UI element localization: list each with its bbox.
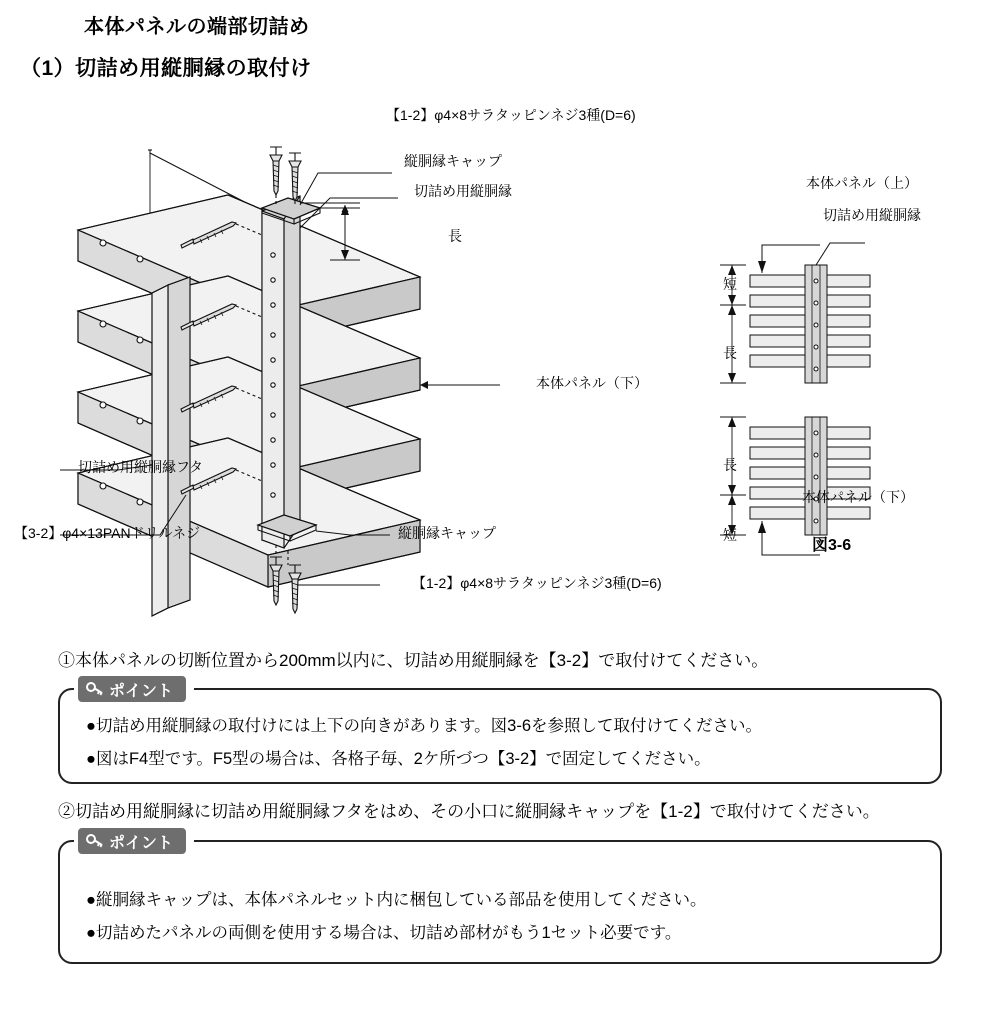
label-right-vertical-furring: 切詰め用縦胴縁 (823, 207, 921, 223)
point-box-2-bullet-1: ●縦胴縁キャップは、本体パネルセット内に梱包している部品を使用してください。 (86, 891, 707, 909)
label-screw-top: 【1-2】φ4×8サラタッピンネジ3種(D=6) (386, 107, 636, 123)
label-panel-lower: 本体パネル（下） (536, 375, 648, 391)
figure-3-6-diagram (700, 165, 1000, 625)
dim-short-bottom: 短 (723, 527, 737, 543)
main-assembly-diagram (0, 95, 720, 635)
point-box-2-tab (78, 828, 186, 854)
point-box-2-bullet-2: ●切詰めたパネルの両側を使用する場合は、切詰め部材がもう1セット必要です。 (86, 924, 682, 942)
section-subtitle: （1）切詰め用縦胴縁の取付け (20, 57, 312, 80)
step-1-text: ①本体パネルの切断位置から200mm以内に、切詰め用縦胴縁を【3-2】で取付けてください。 (58, 651, 769, 670)
label-length-mark: 長 (448, 228, 462, 244)
figure-area (0, 95, 1000, 635)
point-box-1-tab-label: ポイント (109, 682, 174, 700)
label-vertical-furring: 切詰め用縦胴縁 (414, 183, 512, 199)
label-furring-lid: 切詰め用縦胴縁フタ (78, 459, 204, 475)
dim-long-upper: 長 (723, 345, 737, 361)
label-right-panel-lower: 本体パネル（下） (802, 489, 914, 505)
point-box-2-tab-label: ポイント (109, 834, 174, 852)
step-2-text: ②切詰め用縦胴縁に切詰め用縦胴縁フタをはめ、その小口に縦胴縁キャップを【1-2】で取付けてください。 (58, 802, 880, 821)
figure-caption-3-6: 図3-6 (812, 537, 852, 554)
point-box-1 (58, 688, 942, 784)
point-box-1-bullet-2: ●図はF4型です。F5型の場合は、各格子毎、2ケ所づつ【3-2】で固定してください。 (86, 750, 711, 768)
key-icon (86, 833, 104, 849)
point-box-1-tab (78, 676, 186, 702)
label-panel-upper: 本体パネル（上） (806, 175, 918, 191)
key-icon (86, 681, 104, 697)
dim-long-lower: 長 (723, 457, 737, 473)
label-cap-bottom: 縦胴縁キャップ (398, 525, 496, 541)
label-drill-screw: 【3-2】φ4×13PANドリルネジ (14, 525, 201, 541)
point-box-1-bullet-1: ●切詰め用縦胴縁の取付けには上下の向きがあります。図3-6を参照して取付けてください。 (86, 717, 762, 735)
label-screw-bottom: 【1-2】φ4×8サラタッピンネジ3種(D=6) (412, 575, 662, 591)
label-cap-top: 縦胴縁キャップ (404, 153, 502, 169)
dim-short-top: 短 (723, 276, 737, 292)
page-title: 本体パネルの端部切詰め (84, 16, 310, 38)
